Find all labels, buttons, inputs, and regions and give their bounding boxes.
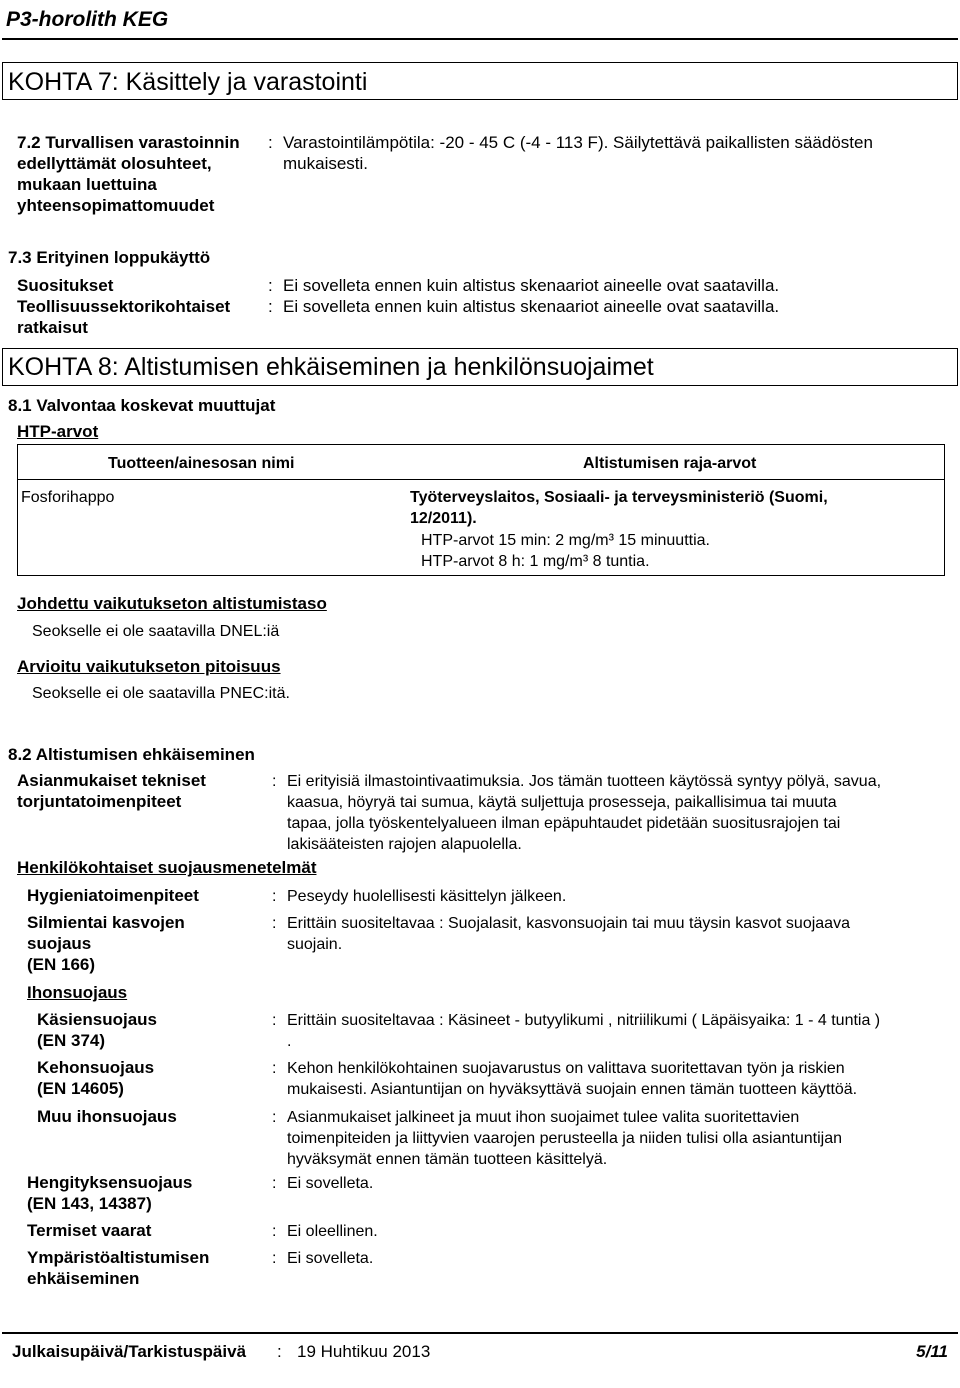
s73-ind-value: Ei sovelleta ennen kuin altistus skenaariot aineelle ovat saatavilla. (283, 297, 780, 316)
resp-colon: : (272, 1175, 277, 1192)
other-skin-value: Asianmukaiset jalkineet ja muut ihon suojaimet tulee valita suoritettavien toimenpiteiden ja liittyvien vaarojen perusteella ja niiden tulisi olla asiantuntijan hyväksymät ennen tämän tuotteen käsittelyä. (287, 1109, 842, 1168)
hyg-colon: : (272, 888, 277, 905)
thermal-value: Ei oleellinen. (287, 1223, 378, 1240)
pnec-heading: Arvioitu vaikutukseton pitoisuus (17, 657, 281, 676)
hand-value: Erittäin suositeltavaa : Käsineet - butyylikumi , nitriilikumi ( Läpäisyaika: 1 - 4 tuntia ) . (287, 1012, 881, 1050)
eye-label: Silmientai kasvojen suojaus (EN 166) (27, 913, 185, 974)
resp-value: Ei sovelleta. (287, 1175, 374, 1192)
thermal-label: Termiset vaarat (27, 1221, 152, 1240)
eye-colon: : (272, 915, 277, 932)
section8-title: KOHTA 8: Altistumisen ehkäiseminen ja henkilönsuojaimet (8, 353, 654, 381)
footer-colon: : (277, 1342, 282, 1361)
htp-table-divider (17, 479, 945, 480)
s81-title: 8.1 Valvontaa koskevat muuttujat (8, 396, 276, 415)
s73-ind-label: Teollisuussektorikohtaiset ratkaisut (17, 297, 231, 337)
eng-label: Asianmukaiset tekniset torjuntatoimenpiteet (17, 771, 206, 811)
table-row-values: HTP-arvot 15 min: 2 mg/m³ 15 minuuttia. HTP-arvot 8 h: 1 mg/m³ 8 tuntia. (421, 532, 710, 570)
hand-colon: : (272, 1012, 277, 1029)
s72-colon: : (268, 133, 273, 152)
section7-title: KOHTA 7: Käsittely ja varastointi (8, 68, 368, 96)
other-skin-label: Muu ihonsuojaus (37, 1107, 177, 1126)
eye-value: Erittäin suositeltavaa : Suojalasit, kasvonsuojain tai muu täysin kasvot suojaava suojain. (287, 915, 850, 953)
s73-rec-label: Suositukset (17, 276, 114, 295)
table-row-source: Työterveyslaitos, Sosiaali- ja terveysministeriö (Suomi, 12/2011). (410, 489, 828, 527)
thermal-colon: : (272, 1223, 277, 1240)
eng-value: Ei erityisiä ilmastointivaatimuksia. Jos tämän tuotteen käytössä syntyy pölyä, savua, kaasua, höyryä tai sumua, käytä suljettuja prosesseja, paikallisimua tai muuta tapaa, jolla työskentelyalueen ilman epäpuhtaudet pidetään suositusrajojen tai lakisääteisten rajojen alapuolella. (287, 773, 882, 853)
body-label: Kehonsuojaus (EN 14605) (37, 1058, 155, 1098)
header-rule (2, 38, 958, 40)
s73-rec-colon: : (268, 276, 273, 295)
htp-heading: HTP-arvot (17, 422, 99, 441)
body-value: Kehon henkilökohtainen suojavarustus on valittava suoritettavan työn ja riskien mukaisesti. Asiantuntijan on hyväksyttävä suojain ennen tämän tuotteen käyttöä. (287, 1060, 858, 1098)
s73-rec-value: Ei sovelleta ennen kuin altistus skenaariot aineelle ovat saatavilla. (283, 276, 780, 295)
s73-ind-colon: : (268, 297, 273, 316)
footer-page: 5/11 (916, 1342, 948, 1361)
s72-label: 7.2 Turvallisen varastoinnin edellyttämät olosuhteet, mukaan luettuina yhteensopimattomuudet (17, 133, 240, 215)
pnec-text: Seokselle ei ole saatavilla PNEC:itä. (32, 685, 290, 702)
env-colon: : (272, 1250, 277, 1267)
table-col2-header: Altistumisen raja-arvot (583, 455, 757, 472)
eng-colon: : (272, 773, 277, 790)
dnel-heading: Johdettu vaikutukseton altistumistaso (17, 594, 327, 613)
hand-label: Käsiensuojaus (EN 374) (37, 1010, 157, 1050)
s72-value: Varastointilämpötila: -20 - 45 C (-4 - 113 F). Säilytettävä paikallisten säädösten mukaisesti. (283, 133, 873, 173)
footer-label: Julkaisupäivä/Tarkistuspäivä (12, 1342, 247, 1361)
s82-title: 8.2 Altistumisen ehkäiseminen (8, 745, 255, 764)
resp-label: Hengityksensuojaus (EN 143, 14387) (27, 1173, 193, 1213)
other-skin-colon: : (272, 1109, 277, 1126)
s73-title: 7.3 Erityinen loppukäyttö (8, 248, 211, 267)
hyg-label: Hygieniatoimenpiteet (27, 886, 199, 905)
env-value: Ei sovelleta. (287, 1250, 374, 1267)
table-col1-header: Tuotteen/ainesosan nimi (108, 455, 295, 472)
footer-date: 19 Huhtikuu 2013 (297, 1342, 431, 1361)
table-row-name: Fosforihappo (21, 489, 115, 506)
skin-heading: Ihonsuojaus (27, 983, 128, 1002)
product-name: P3-horolith KEG (6, 8, 169, 31)
env-label: Ympäristöaltistumisen ehkäiseminen (27, 1248, 210, 1288)
ppe-heading: Henkilökohtaiset suojausmenetelmät (17, 858, 317, 877)
hyg-value: Peseydy huolellisesti käsittelyn jälkeen. (287, 888, 567, 905)
footer-rule (2, 1332, 958, 1334)
body-colon: : (272, 1060, 277, 1077)
dnel-text: Seokselle ei ole saatavilla DNEL:iä (32, 623, 280, 640)
